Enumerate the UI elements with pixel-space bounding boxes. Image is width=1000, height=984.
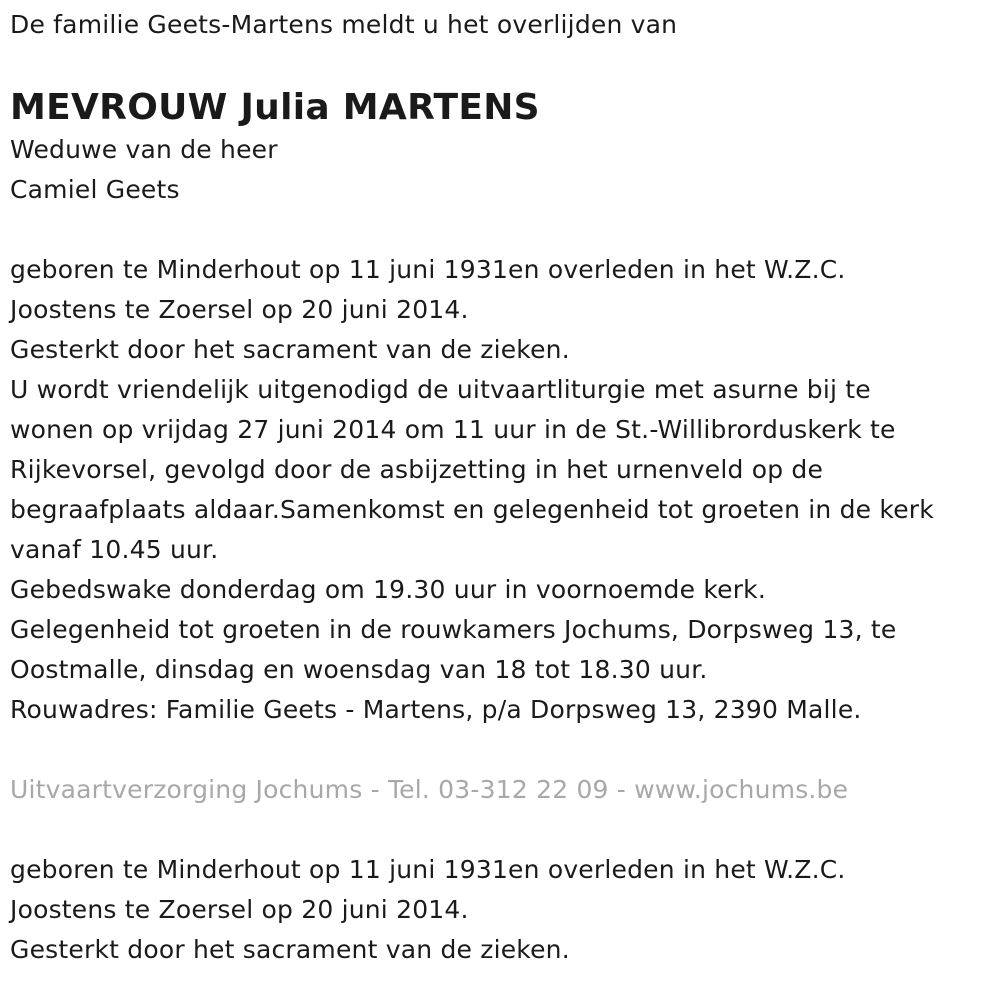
body-line: Joostens te Zoersel op 20 juni 2014.	[10, 295, 469, 324]
body-line: Rijkevorsel, gevolgd door de asbijzetting in het urnenveld op de	[10, 455, 824, 484]
body-line: Rouwadres: Familie Geets - Martens, p/a Dorpsweg 13, 2390 Malle.	[10, 695, 862, 724]
body-line: Gelegenheid tot groeten in de rouwkamers Jochums, Dorpsweg 13, te	[10, 615, 897, 644]
body-line: vanaf 10.45 uur.	[10, 535, 219, 564]
body-line: begraafplaats aldaar.Samenkomst en gelegenheid tot groeten in de kerk	[10, 495, 934, 524]
repeat-line: Joostens te Zoersel op 20 juni 2014.	[10, 895, 469, 924]
funeral-home-contact: Uitvaartverzorging Jochums - Tel. 03-312 22 09 - www.jochums.be	[10, 775, 849, 804]
repeat-line: geboren te Minderhout op 11 juni 1931en overleden in het W.Z.C.	[10, 855, 846, 884]
spouse-line-1: Weduwe van de heer	[10, 135, 278, 164]
body-line: wonen op vrijdag 27 juni 2014 om 11 uur in de St.-Willibrorduskerk te	[10, 415, 896, 444]
obituary-body	[10, 250, 995, 730]
body-line: geboren te Minderhout op 11 juni 1931en overleden in het W.Z.C.	[10, 255, 846, 284]
obituary-notice	[10, 4, 995, 970]
spacer	[10, 810, 995, 850]
body-line: Gebedswake donderdag om 19.30 uur in voornoemde kerk.	[10, 575, 767, 604]
intro-text: De familie Geets-Martens meldt u het overlijden van	[10, 10, 678, 39]
repeat-line: Gesterkt door het sacrament van de zieken.	[10, 935, 570, 964]
body-line: Oostmalle, dinsdag en woensdag van 18 tot 18.30 uur.	[10, 655, 708, 684]
spacer	[10, 730, 995, 770]
spacer	[10, 210, 995, 250]
repeated-details	[10, 850, 995, 970]
body-line: Gesterkt door het sacrament van de zieken.	[10, 335, 570, 364]
deceased-name: MEVROUW Julia MARTENS	[10, 87, 540, 128]
spouse-line-2: Camiel Geets	[10, 175, 180, 204]
body-line: U wordt vriendelijk uitgenodigd de uitvaartliturgie met asurne bij te	[10, 375, 871, 404]
